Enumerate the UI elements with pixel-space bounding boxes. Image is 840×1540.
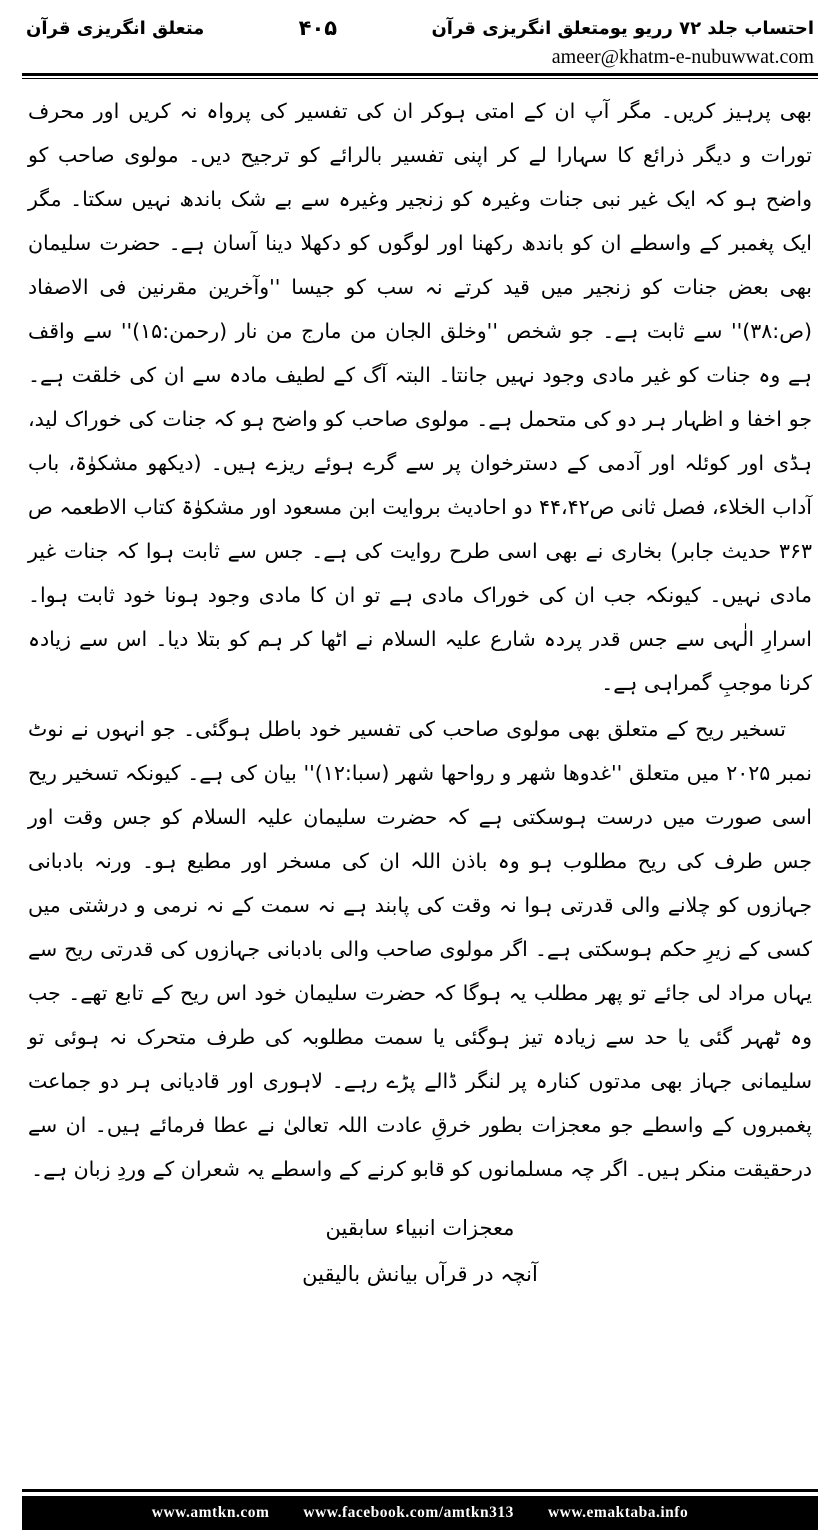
header-divider-thick (22, 73, 818, 76)
header-divider-thin (22, 78, 818, 79)
page-header (22, 14, 818, 46)
couplet-block (28, 1205, 812, 1297)
page-header-second-row (22, 46, 818, 71)
footer-link-bar (22, 1496, 818, 1530)
paragraph: تسخیر ریح کے متعلق بھی مولوی صاحب کی تفسیر خود باطل ہوگئی۔ جو انہوں نے نوٹ نمبر ۲۰۲۵ میں متعلق ''غدوھا شھر و رواحھا شھر (سبا:۱۲)'' بیان کی ہے۔ کیونکہ تسخیر ریح اسی صورت میں درست ہوسکتی ہے کہ حضرت سلیمان علیہ السلام کو جس وقت اور جس طرف کی ریح مطلوب ہو وہ باذن اللہ ان کی مسخر اور مطیع ہو۔ ورنہ بادبانی جہازوں کو چلانے والی قدرتی ہوا نہ وقت کی پابند ہے نہ سمت کے نہ نرمی و درشتی میں کسی کے زیرِ حکم ہوسکتی ہے۔ اگر مولوی صاحب والی بادبانی جہازوں کی قدرتی ریح سے یہاں مراد لی جائے تو پھر مطلب یہ ہوگا کہ حضرت سلیمان خود اس ریح کے تابع تھے۔ جب وہ ٹھہر گئی یا حد سے زیادہ تیز ہوگئی یا سمت مطلوبہ کی طرف متحرک نہ ہوئی تو سلیمانی جہاز بھی مدتوں کنارہ پر لنگر ڈالے پڑے رہے۔ لاہوری اور قادیانی ہر دو جماعت پغمبروں کے واسطے جو معجزات بطور خرقِ عادت اللہ تعالیٰ نے عطا فرمائے ہیں۔ ان سے درحقیقت منکر ہیں۔ اگر چہ مسلمانوں کو قابو کرنے کے واسطے یہ شعران کے وردِ زبان ہے۔ (28, 717, 813, 1181)
header-book-title: احتساب جلد ۷۲ رریو یومتعلق انگریزی قرآن (431, 17, 814, 39)
page-footer (0, 1489, 840, 1540)
couplet-line: معجزات انبیاء سابقین (325, 1216, 515, 1240)
footer-link-facebook[interactable]: www.facebook.com/amtkn313 (303, 1504, 514, 1521)
paragraph: بھی پرہیز کریں۔ مگر آپ ان کے امتی ہوکر ان کی تفسیر کی پرواہ نہ کریں اور محرف تورات و دیگر ذرائع کا سہارا لے کر اپنی تفسیر بالرائے کو ترجیح دیں۔ مولوی صاحب کو واضح ہو کہ ایک غیر نبی جنات وغیرہ کو زنجیر وغیرہ سے بے شک باندھ نہیں سکتا۔ مگر ایک پغمبر کے واسطے ان کو باندھ رکھنا اور لوگوں کو دکھلا دینا آسان ہے۔ حضرت سلیمان بھی بعض جنات کو زنجیر میں قید کرتے نہ سب کو جیسا ''وآخرین مقرنین فی الاصفاد (ص:۳۸)'' سے ثابت ہے۔ جو شخص ''وخلق الجان من مارج من نار (رحمن:۱۵)'' سے واقف ہے وہ جنات کو غیر مادی وجود نہیں جانتا۔ البتہ آگ کے لطیف مادہ سے ان کی خلقت ہے۔ جو اخفا و اظہار ہر دو کی متحمل ہے۔ مولوی صاحب کو واضح ہو کہ جنات کی خوراک لید، ہڈی اور کوئلہ اور آدمی کے دسترخوان پر سے گرے ہوئے ریزے ہیں۔ (دیکھو مشکوٰۃ، باب آداب الخلاء، فصل ثانی ص۴۴،۴۲ دو احادیث بروایت ابن مسعود اور مشکوٰۃ کتاب الاطعمہ ص ۳۶۳ حدیث جابر) بخاری نے بھی اسی طرح روایت کی ہے۔ جس سے ثابت ہوا کہ جنات غیر مادی نہیں۔ کیونکہ جب ان کی خوراک مادی ہے تو ان کا مادی وجود ہونا خود ثابت ہوا۔ اسرارِ الٰہی سے جس قدر پردہ شارع علیہ السلام نے اٹھا کر ہم کو بتلا دیا۔ اس سے زیادہ کرنا موجبِ گمراہی ہے۔ (28, 99, 812, 695)
couplet-line: آنچہ در قرآں بیانش بالیقین (302, 1262, 538, 1286)
document-body (22, 89, 818, 1540)
header-chapter-title: متعلق انگریزی قرآن (26, 17, 205, 39)
footer-divider (22, 1489, 818, 1492)
footer-link-website[interactable]: www.amtkn.com (151, 1504, 270, 1521)
footer-link-emaktaba[interactable]: www.emaktaba.info (547, 1504, 689, 1521)
header-email: ameer@khatm-e-nubuwwat.com (551, 46, 814, 68)
page-number: ۴۰۵ (298, 16, 338, 40)
